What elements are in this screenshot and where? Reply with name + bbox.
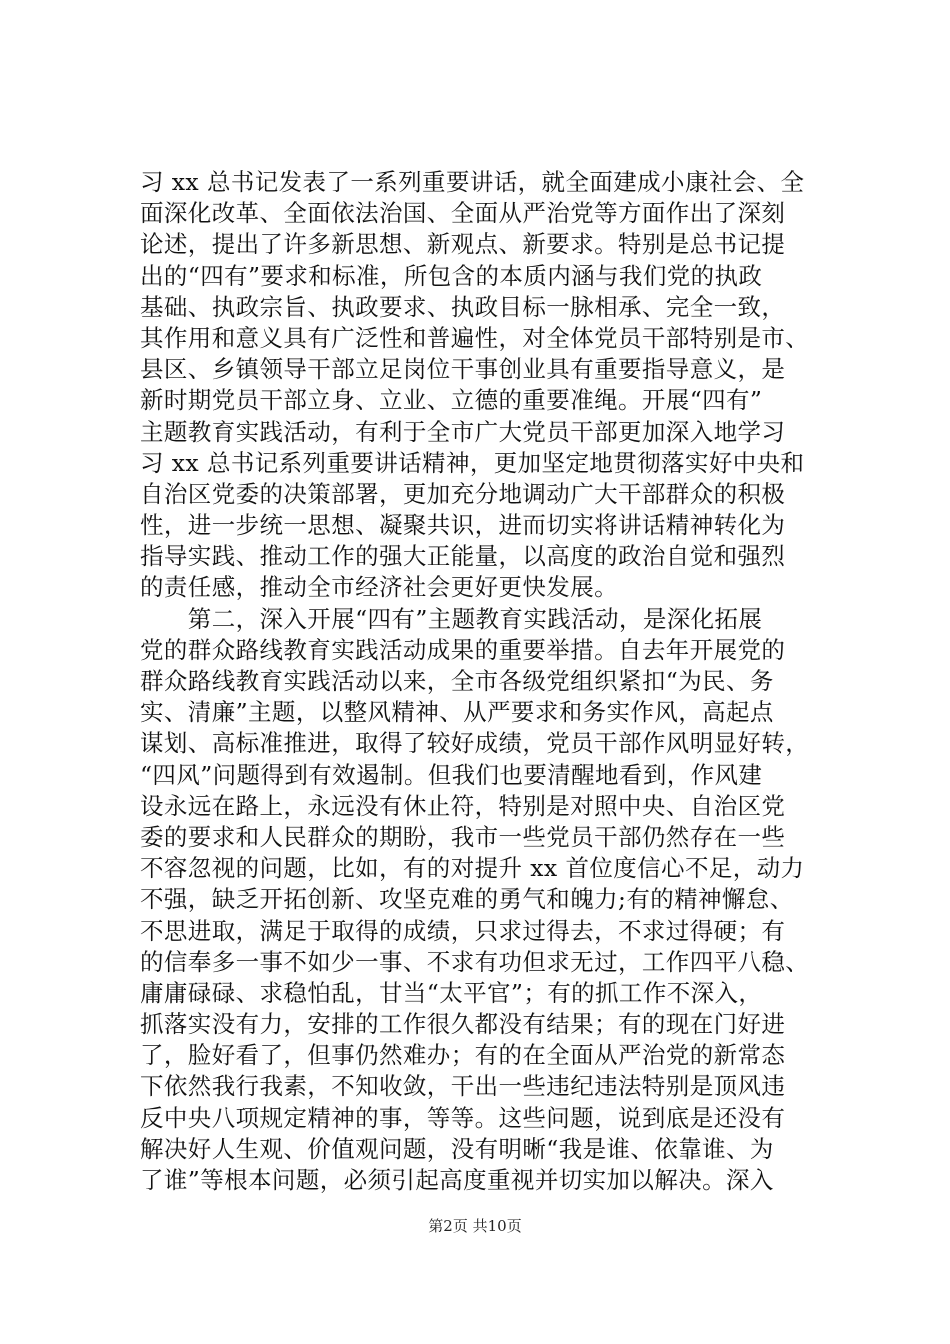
text-line: 习 xx 总书记系列重要讲话精神，更加坚定地贯彻落实好中央和 <box>140 448 805 477</box>
text-line: 的责任感，推动全市经济社会更好更快发展。 <box>140 573 618 602</box>
text-line: 的信奉多一事不如少一事、不求有功但求无过，工作四平八稳、 <box>140 947 810 976</box>
page-number-label: 第2页 共10页 <box>428 1217 522 1235</box>
page-footer <box>0 1216 950 1236</box>
text-line: 反中央八项规定精神的事，等等。这些问题，说到底是还没有 <box>140 1103 786 1132</box>
text-line: 下依然我行我素，不知收敛，干出一些违纪违法特别是顶风违 <box>140 1072 786 1101</box>
text-line: “四风”问题得到有效遏制。但我们也要清醒地看到，作风建 <box>140 760 763 789</box>
text-line: 基础、执政宗旨、执政要求、执政目标一脉相承、完全一致， <box>140 292 786 321</box>
text-line: 其作用和意义具有广泛性和普遍性，对全体党员干部特别是市、 <box>140 323 810 352</box>
text-line: 抓落实没有力，安排的工作很久都没有结果；有的现在门好进 <box>140 1010 786 1039</box>
text-line: 主题教育实践活动，有利于全市广大党员干部更加深入地学习 <box>140 417 786 446</box>
text-line: 庸庸碌碌、求稳怕乱，甘当“太平官”；有的抓工作不深入， <box>140 978 763 1007</box>
text-line: 了谁”等根本问题，必须引起高度重视并切实加以解决。深入 <box>140 1166 774 1194</box>
text-line: 实、清廉”主题，以整风精神、从严要求和务实作风，高起点 <box>140 698 774 727</box>
text-line: 委的要求和人民群众的期盼，我市一些党员干部仍然存在一些 <box>140 822 786 851</box>
text-line: 新时期党员干部立身、立业、立德的重要准绳。开展“四有” <box>140 386 763 415</box>
text-line: 不容忽视的问题，比如，有的对提升 xx 首位度信心不足，动力 <box>140 854 805 883</box>
body-text <box>140 167 830 1196</box>
text-line: 谋划、高标准推进，取得了较好成绩，党员干部作风明显好转， <box>140 729 810 758</box>
text-line: 县区、乡镇领导干部立足岗位干事创业具有重要指导意义，是 <box>140 355 786 384</box>
text-line: 解决好人生观、价值观问题，没有明晰“我是谁、依靠谁、为 <box>140 1134 774 1163</box>
text-line: 了，脸好看了，但事仍然难办；有的在全面从严治党的新常态 <box>140 1041 786 1070</box>
text-line: 自治区党委的决策部署，更加充分地调动广大干部群众的积极 <box>140 479 786 508</box>
text-line: 不强，缺乏开拓创新、攻坚克难的勇气和魄力;有的精神懈怠、 <box>140 885 794 914</box>
text-line: 不思进取，满足于取得的成绩，只求过得去，不求过得硬；有 <box>140 916 786 945</box>
text-line: 党的群众路线教育实践活动成果的重要举措。自去年开展党的 <box>140 635 786 664</box>
text-line: 性，进一步统一思想、凝聚共识，进而切实将讲话精神转化为 <box>140 511 786 540</box>
text-line: 指导实践、推动工作的强大正能量，以高度的政治自觉和强烈 <box>140 542 786 571</box>
text-line: 群众路线教育实践活动以来，全市各级党组织紧扣“为民、务 <box>140 667 774 695</box>
text-line: 论述，提出了许多新思想、新观点、新要求。特别是总书记提 <box>140 230 786 259</box>
text-line: 设永远在路上，永远没有休止符，特别是对照中央、自治区党 <box>140 791 786 820</box>
text-line: 面深化改革、全面依法治国、全面从严治党等方面作出了深刻 <box>140 199 786 228</box>
text-line: 出的“四有”要求和标准，所包含的本质内涵与我们党的执政 <box>140 261 763 290</box>
text-line: 习 xx 总书记发表了一系列重要讲话，就全面建成小康社会、全 <box>140 168 805 196</box>
paragraph-start-line: 第二，深入开展“四有”主题教育实践活动，是深化拓展 <box>140 604 763 633</box>
